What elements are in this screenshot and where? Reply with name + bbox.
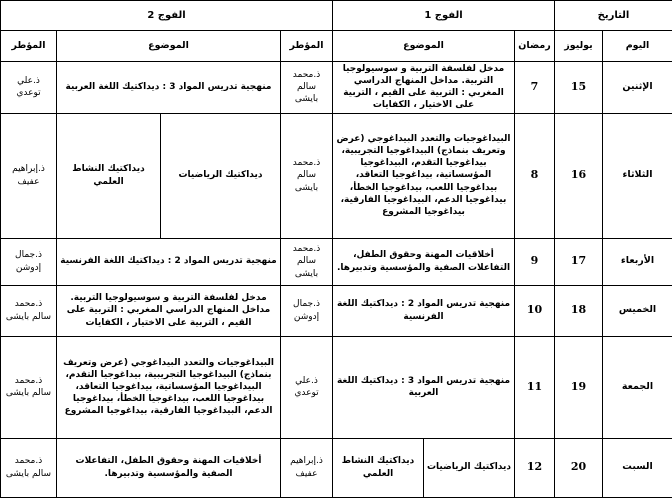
july-header: يوليوز xyxy=(555,31,603,62)
group2-trainer: ذ.علي توعدي xyxy=(1,62,57,114)
group1-topic-split xyxy=(333,438,515,497)
group1-topic-split-inner xyxy=(333,439,514,497)
group2-header: الفوج 2 xyxy=(1,1,333,31)
weekday: السبت xyxy=(603,438,672,497)
header-row-sub xyxy=(1,31,672,62)
day-header: اليوم xyxy=(603,31,672,62)
date-header: التاريخ xyxy=(555,1,672,31)
group2-topic: أخلاقيات المهنة وحقوق الطفل، التفاعلات الصفية والمؤسسية وتدبيرها. xyxy=(57,438,281,497)
group1-topic-science: ديداكتيك النشاط العلمي xyxy=(333,439,424,497)
group2-topic: مدخل لفلسفة التربية و سوسيولوجيا التربية. مداخل المنهاج الدراسي المغربي : التربية على القيم ، التربية على الاختيار ، الكفايات xyxy=(57,285,281,336)
table-row xyxy=(1,113,672,238)
group1-topic: البيداغوجيات والتعدد البيداغوجي (عرض وتعريف بنماذج) البيداغوجيا التجريبية، بيداغوجيا التقدم، البيداغوجيا المؤسساتية، بيداغوجيا التعاقد، بيداغوجيا اللعب، بيداغوجيا الخطأ، بيداغوجيا الدعم، البيداغوجيا الفارقية، بيداغوجيا المشروع xyxy=(333,113,515,238)
group1-topic: مدخل لفلسفة التربية و سوسيولوجيا التربية. مداخل المنهاج الدراسي المغربي : التربية على القيم ، التربية على الاختيار ، الكفايات xyxy=(333,62,515,114)
july-day: 20 xyxy=(555,438,603,497)
group2-trainer: ذ.محمد سالم بايشى xyxy=(1,438,57,497)
table-row xyxy=(1,438,672,497)
group1-topic-header: الموضوع xyxy=(333,31,515,62)
weekday: الأربعاء xyxy=(603,238,672,285)
group2-topic: البيداغوجيات والتعدد البيداغوجي (عرض وتعريف بنماذج) البيداغوجيا التجريبية، بيداغوجيا التقدم، البيداغوجيا المؤسساتية، بيداغوجيا التعاقد، بيداغوجيا اللعب، بيداغوجيا الخطأ، بيداغوجيا الدعم، البيداغوجيا الفارقية، بيداغوجيا المشروع xyxy=(57,336,281,438)
group2-trainer: ذ.جمال إدوشن xyxy=(1,238,57,285)
group2-trainer-header: المؤطر xyxy=(1,31,57,62)
ramadan-day: 8 xyxy=(515,113,555,238)
ramadan-day: 7 xyxy=(515,62,555,114)
group1-header: الفوج 1 xyxy=(333,1,555,31)
ramadan-day: 9 xyxy=(515,238,555,285)
group1-topic-math: ديداكتيك الرياضيات xyxy=(427,462,511,473)
july-day: 15 xyxy=(555,62,603,114)
table-row xyxy=(1,62,672,114)
header-row-main xyxy=(1,1,672,31)
table-row xyxy=(1,336,672,438)
july-day: 16 xyxy=(555,113,603,238)
july-day: 17 xyxy=(555,238,603,285)
group2-trainer: ذ.محمد سالم بايشى xyxy=(1,336,57,438)
group2-topic: منهجية تدريس المواد 2 : ديداكتيك اللغة الفرنسية xyxy=(57,238,281,285)
group2-topic: منهجية تدريس المواد 3 : ديداكتيك اللغة العربية xyxy=(57,62,281,114)
weekday: الإثنين xyxy=(603,62,672,114)
group2-topic-science: ديداكتيك النشاط العلمي xyxy=(57,113,161,238)
group2-trainer: ذ.إبراهيم عفيف xyxy=(1,113,57,238)
weekday: الجمعة xyxy=(603,336,672,438)
group2-topic-header: الموضوع xyxy=(57,31,281,62)
group1-trainer-header: المؤطر xyxy=(281,31,333,62)
group1-trainer: ذ.علي توعدي xyxy=(281,336,333,438)
ramadan-day: 12 xyxy=(515,438,555,497)
weekday: الثلاثاء xyxy=(603,113,672,238)
group1-trainer: ذ.إبراهيم عفيف xyxy=(281,438,333,497)
table-row xyxy=(1,285,672,336)
july-day: 18 xyxy=(555,285,603,336)
ramadan-header: رمضان xyxy=(515,31,555,62)
group1-trainer: ذ.محمد سالم بايشى xyxy=(281,238,333,285)
group1-topic: منهجية تدريس المواد 2 : ديداكتيك اللغة الفرنسية xyxy=(333,285,515,336)
group1-topic: أخلاقيات المهنة وحقوق الطفل، التفاعلات الصفية والمؤسسية وتدبيرها. xyxy=(333,238,515,285)
group1-topic: منهجية تدريس المواد 3 : ديداكتيك اللغة العربية xyxy=(333,336,515,438)
ramadan-day: 10 xyxy=(515,285,555,336)
table-row xyxy=(1,238,672,285)
group1-trainer: ذ.محمد سالم بايشى xyxy=(281,113,333,238)
weekday: الخميس xyxy=(603,285,672,336)
group2-topic-math: ديداكتيك الرياضيات xyxy=(161,113,281,238)
group1-trainer: ذ.جمال إدوشن xyxy=(281,285,333,336)
group2-trainer: ذ.محمد سالم بايشى xyxy=(1,285,57,336)
ramadan-day: 11 xyxy=(515,336,555,438)
july-day: 19 xyxy=(555,336,603,438)
group1-trainer: ذ.محمد سالم بايشى xyxy=(281,62,333,114)
